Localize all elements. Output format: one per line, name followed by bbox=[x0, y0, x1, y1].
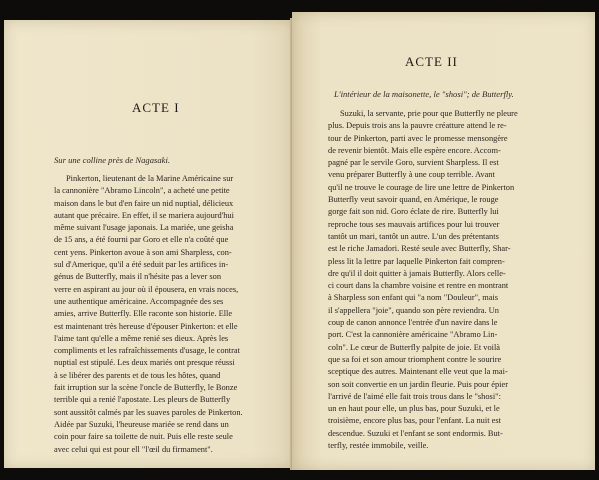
text-line: qu'il ne trouve le courage de lire une lettre de Pinkerton bbox=[328, 182, 515, 192]
text-line: est le riche Jamadori. Resté seule avec Butterfly, Shar- bbox=[328, 244, 511, 254]
text-line: l'arrivé de l'aimé elle fait trois trous dans le "shosi": bbox=[328, 391, 501, 401]
text-line: de 15 ans, a été fourni par Goro et elle n'a coûté que bbox=[54, 235, 229, 245]
text-line: génus de Butterfly, mais il n'hésite pas a lever son bbox=[54, 272, 222, 282]
text-line: troisième, encore plus bas, pour l'enfant. La nuit est bbox=[328, 416, 501, 426]
text-line: autant que précaire. En effet, il se mariera aujourd'hui bbox=[54, 210, 234, 220]
text-line: Suzuki, la servante, prie pour que Butterfly ne pleure bbox=[340, 109, 518, 118]
text-line: venu préparer Butterfly à une coup terrible. Avant bbox=[328, 170, 495, 180]
text-line: Aidée par Suzuki, l'heureuse mariée se rend dans un bbox=[54, 419, 229, 429]
text-line: est maintenant très hereuse d'épouser Pinkerton: et elle bbox=[54, 321, 238, 331]
text-line: coln". Le cœur de Butterfly palpite de joie. Et voilà bbox=[328, 342, 501, 352]
act-two-synopsis bbox=[328, 108, 578, 452]
text-line: pagné par le servile Goro, survient Sharpless. Il est bbox=[328, 158, 499, 168]
text-line: coup de canon annonce l'entrée d'un navire dans le bbox=[328, 318, 498, 328]
text-line: même suivant l'usage japonais. La mariée, une geisha bbox=[54, 223, 234, 233]
act-two-subtitle: L'intérieur de la maisonette, le "shosi"; de Butterfly. bbox=[334, 89, 514, 99]
text-line: que sa foi et son amour triomphent contre le sourire bbox=[328, 354, 502, 364]
text-line: amies, arrive Butterfly. Elle raconte son historie. Elle bbox=[54, 309, 233, 319]
text-line: Pinkerton, lieutenant de la Marine Américaine sur bbox=[66, 174, 234, 183]
text-line: tour de Pinkerton, parti avec le promesse mensongère bbox=[328, 133, 508, 143]
text-line: l'aime tant qu'elle a même renié ses dieux. Après les bbox=[54, 333, 229, 343]
text-line: reproche tous ses mauvais artifices pour lui trouver bbox=[328, 219, 500, 229]
text-line: descendue. Suzuki et l'enfant se sont endormis. But- bbox=[328, 428, 503, 438]
text-line: dre qu'il il doit quitter à jamais Butterfly. Alors celle- bbox=[328, 268, 506, 278]
text-line: tantôt un mari, tantôt un autre. L'un des prétentants bbox=[328, 231, 499, 241]
text-line: Butterfly veut savoir quand, en Amérique, le rouge bbox=[328, 195, 499, 205]
text-line: une authentique américaine. Accompagnée des ses bbox=[54, 296, 224, 306]
text-line: ci court dans la chambre voisine et rentre en montrant bbox=[328, 281, 509, 291]
text-line: il s'appellera "joie", quando son père reviendra. Un bbox=[328, 305, 499, 315]
text-line: compliments et les rafraîchissements d'usage, le contrat bbox=[54, 346, 240, 356]
text-line: avec celui qui est pour ell "l'œil du firmament". bbox=[54, 444, 213, 454]
left-page bbox=[4, 20, 294, 468]
text-line: port. C'est la cannonière américaine "Abramo Lin- bbox=[328, 330, 498, 340]
text-line: de revenir bientôt. Mais elle espère encore. Accom- bbox=[328, 145, 501, 155]
text-line: un en haut pour elle, un plus bas, pour Suzuki, et le bbox=[328, 404, 500, 414]
act-one-synopsis bbox=[54, 173, 287, 456]
text-line: gorge fait son nid. Goro éclate de rire. Butterfly lui bbox=[328, 207, 499, 217]
text-line: nuptial est stipulé. Les deux mariés ont presque réussi bbox=[54, 358, 235, 368]
text-line: à Sharpless son enfant qui "a nom "Douleur", mais bbox=[328, 293, 499, 303]
text-line: son soit convertie en un jardin fleurie. Puis pour épier bbox=[328, 379, 509, 389]
text-line: pless lit la lettre par laquelle Pinkerton fait compren- bbox=[328, 256, 505, 266]
text-line: fait irruption sur la scène l'oncle de Butterfly, le Bonze bbox=[54, 383, 238, 393]
text-line: sceptique des autres. Maintenant elle veut que la mai- bbox=[328, 367, 508, 377]
text-line: terfly, restée immobile, veille. bbox=[328, 441, 429, 451]
text-line: coin pour faire sa toilette de nuit. Puis elle reste seule bbox=[54, 432, 233, 442]
text-line: à se libérer des parents et de tous les hôtes, quand bbox=[54, 370, 221, 380]
text-line: verre en aspirant au jour où il épousera, en vrais noces, bbox=[54, 284, 239, 294]
text-line: sont aussitôt calmés par les suaves paroles de Pinkerton. bbox=[54, 407, 243, 417]
text-line: la cannonière "Abramo Lincoln", a acheté une petite bbox=[54, 186, 230, 196]
act-one-title: ACTE I bbox=[132, 100, 180, 115]
text-line: maison dans le but d'en faire un nid nuptial, délicieux bbox=[54, 198, 234, 208]
act-one-subtitle: Sur une colline près de Nagasaki. bbox=[54, 155, 170, 165]
text-line: sul d'Amerique, qu'il a été seduit par les artifices in- bbox=[54, 260, 229, 270]
text-line: terrible qui a renié l'apostate. Les pleurs de Butterfly bbox=[54, 395, 231, 405]
right-page bbox=[292, 12, 595, 470]
act-two-title: ACTE II bbox=[405, 54, 458, 69]
text-line: plus. Depuis trois ans la pauvre créatture attend le re- bbox=[328, 121, 507, 131]
text-line: cent yens. Pinkerton avoue à son ami Sharpless, con- bbox=[54, 247, 232, 257]
